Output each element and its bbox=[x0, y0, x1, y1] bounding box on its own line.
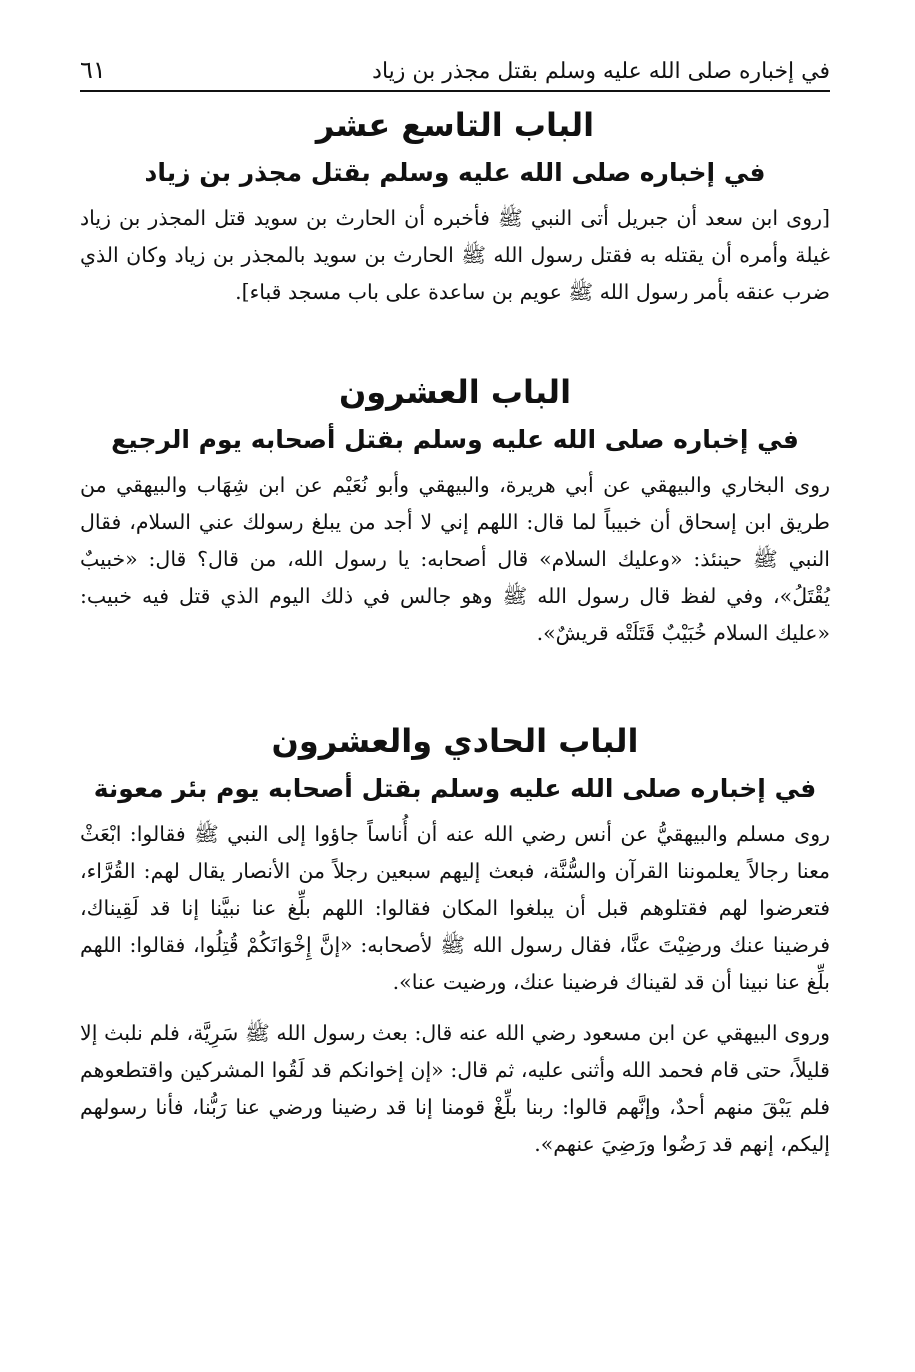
chapter-subtitle: في إخباره صلى الله عليه وسلم بقتل مجذر بن زياد bbox=[144, 158, 766, 187]
header-title: في إخباره صلى الله عليه وسلم بقتل مجذر بن زياد bbox=[372, 59, 830, 84]
chapter-subtitle: في إخباره صلى الله عليه وسلم بقتل أصحابه يوم الرجيع bbox=[111, 425, 799, 454]
paragraph: وروى البيهقي عن ابن مسعود رضي الله عنه قال: بعث رسول الله ﷺ سَرِيَّة، فلم نلبث إلا قليلاً، حتى قام فحمد الله وأثنى عليه، ثم قال: «إن إخوانكم قد لَقُوا المشركين واقتطعوهم فلم يَبْقَ منهم أحدٌ، وإنَّهم قالوا: ربنا بلِّغْ قومنا إنا قد رضينا ورضي عنا رَبُّنا، فأنا رسولهم إليكم، إنهم قد رَضُوا ورَضِيَ عنهم». bbox=[80, 1021, 830, 1156]
chapter-title: الباب العشرون bbox=[338, 373, 572, 411]
chapter-title: الباب التاسع عشر bbox=[315, 106, 595, 144]
running-header bbox=[80, 50, 830, 92]
chapter-title: الباب الحادي والعشرون bbox=[271, 722, 639, 760]
page-number: ٦١ bbox=[80, 56, 106, 84]
paragraph: روى مسلم والبيهقيُّ عن أنس رضي الله عنه أن أُناساً جاؤوا إلى النبي ﷺ فقالوا: ابْعَثْ معنا رجالاً يعلموننا القرآن والسُّنَّة، فبعث إليهم سبعين رجلاً من الأنصار يقال لهم: القُرَّاء، فتعرضوا لهم فقتلوهم قبل أن يبلغوا المكان فقالوا: اللهم بلِّغ عنا نبيَّنا إنا قد لَقِيناك، فرضينا عنك ورضِيْتَ عنَّا، فقال رسول الله ﷺ لأصحابه: «إنَّ إِخْوَانَكُمْ قُتِلُوا، فقالوا: اللهم بلِّغ عنا نبينا أن قد لقيناك فرضينا عنك، ورضيت عنا». bbox=[80, 822, 830, 994]
chapter-19 bbox=[80, 100, 830, 311]
chapter-subtitle: في إخباره صلى الله عليه وسلم بقتل أصحابه يوم بئر معونة bbox=[93, 774, 817, 803]
chapter-20 bbox=[80, 367, 830, 652]
paragraph: [روى ابن سعد أن جبريل أتى النبي ﷺ فأخبره أن الحارث بن سويد قتل المجذر بن زياد غيلة وأمره أن يقتله به فقتل رسول الله ﷺ الحارث بن سويد بالمجذر بن زياد وكان الذي ضرب عنقه بأمر رسول الله ﷺ عويم بن ساعدة على باب مسجد قباء]. bbox=[80, 206, 830, 304]
paragraph: روى البخاري والبيهقي عن أبي هريرة، والبيهقي وأبو نُعَيْم عن ابن شِهَاب والبيهقي من طريق ابن إسحاق أن خبيباً لما قال: اللهم إني لا أجد من يبلغ رسولك عني السلام، فقال النبي ﷺ حينئذ: «وعليك السلام» قال أصحابه: يا رسول الله، من قال؟ قال: «خبيبٌ يُقْتَلُ»، وفي لفظ قال رسول الله ﷺ وهو جالس في ذلك اليوم الذي قتل فيه خبيب: «عليك السلام خُبَيْبٌ قَتَلَتْه قريشٌ». bbox=[80, 473, 830, 645]
chapter-21 bbox=[80, 716, 830, 1163]
